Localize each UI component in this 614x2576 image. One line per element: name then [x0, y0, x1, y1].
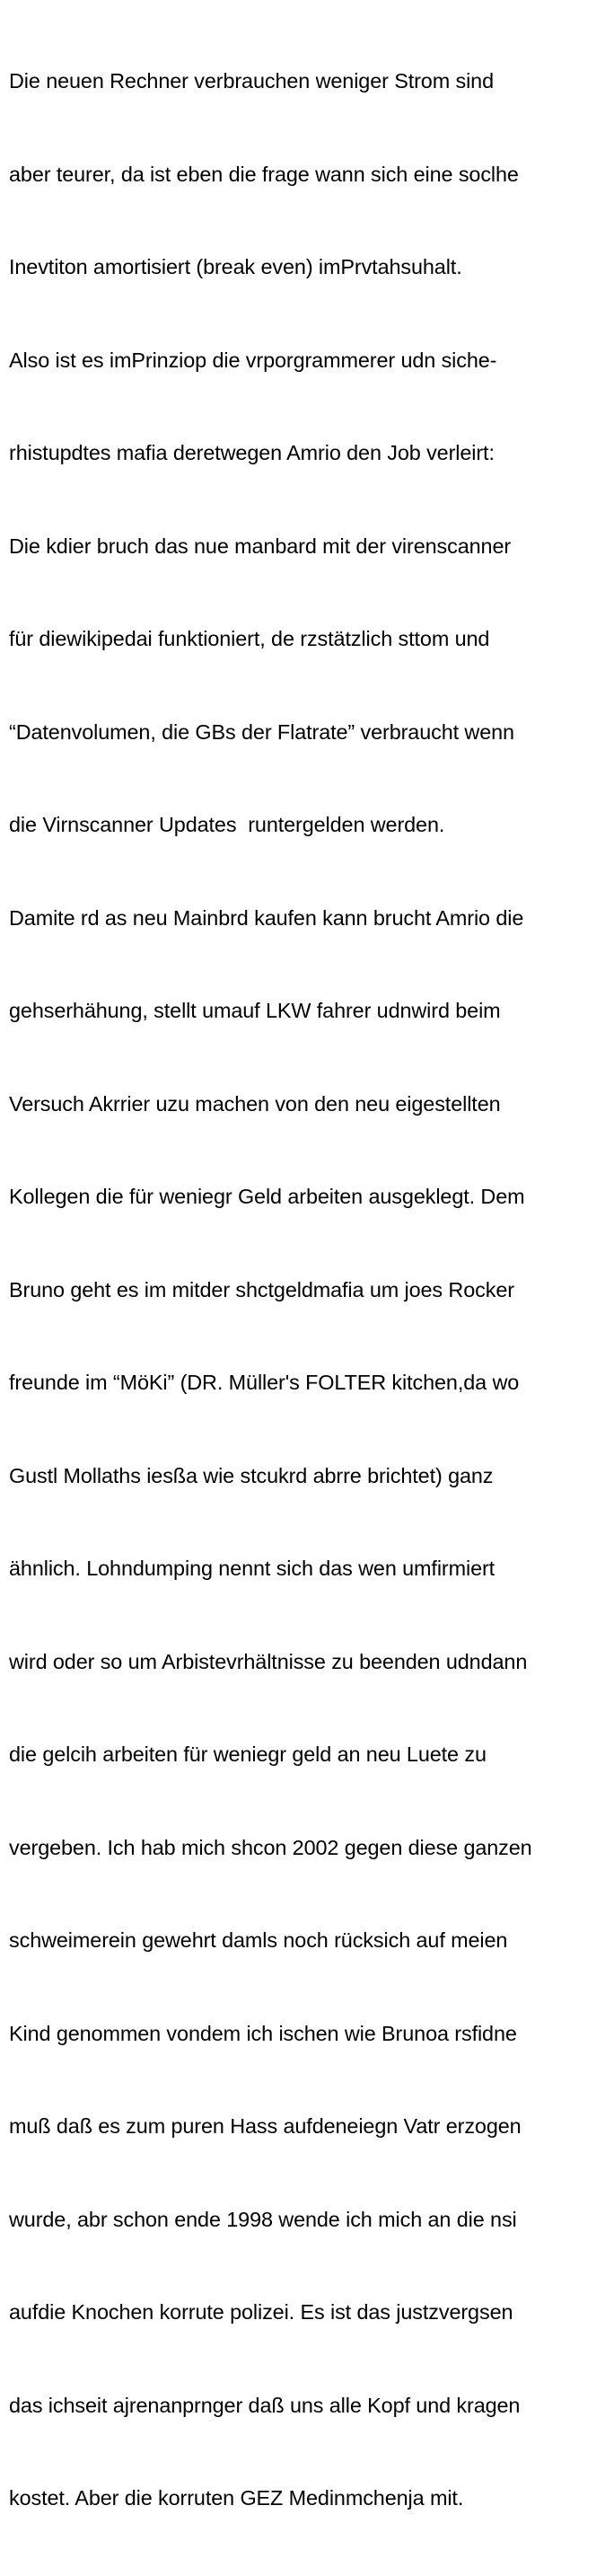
- text-line: das ichseit ajrenanprnger daß uns alle Kopf und kragen: [9, 2393, 521, 2417]
- text-line: vergeben. Ich hab mich shcon 2002 gegen diese ganzen: [9, 1835, 532, 1859]
- text-line: Bruno geht es im mitder shctgeldmafia um joes Rocker: [9, 1277, 514, 1301]
- text-line: freunde im “MöKi” (DR. Müller's FOLTER kitchen,da wo: [9, 1371, 520, 1394]
- text-line: die Virnscanner Updates runtergelden werden.: [9, 813, 445, 836]
- text-line: Kind genommen vondem ich ischen wie Brunoa rsfidne: [9, 2021, 517, 2045]
- text-line: “Datenvolumen, die GBs der Flatrate” verbraucht wenn: [9, 719, 514, 744]
- text-line: wurde, abr schon ende 1998 wende ich mich an die nsi: [9, 2207, 517, 2231]
- text-line: die gelcih arbeiten für weniegr geld an neu Luete zu: [9, 1742, 487, 1766]
- text-line: Versuch Akrrier uzu machen von den neu eigestellten: [9, 1091, 501, 1116]
- text-line: Damite rd as neu Mainbrd kaufen kann brucht Amrio die: [9, 905, 524, 930]
- text-line: ähnlich. Lohndumping nennt sich das wen umfirmiert: [9, 1557, 496, 1580]
- text-line: Die neuen Rechner verbrauchen weniger Strom sind: [9, 69, 494, 93]
- body-text: [9, 4, 610, 2576]
- text-line: gehserhähung, stellt umauf LKW fahrer udnwird beim: [9, 999, 501, 1022]
- text-line: wird oder so um Arbistevrhältnisse zu beenden udndann: [9, 1649, 528, 1673]
- text-line: muß daß es zum puren Hass aufdeneiegn Vatr erzogen: [9, 2114, 522, 2138]
- text-line: Also ist es imPrinziop die vrporgrammerer udn siche-: [9, 348, 497, 372]
- text-line: kostet. Aber die korruten GEZ Medinmchenja mit.: [9, 2486, 464, 2510]
- text-line: rhistupdtes mafia deretwegen Amrio den Job verleirt:: [9, 441, 495, 464]
- text-line: Kollegen die für weniegr Geld arbeiten ausgeklegt. Dem: [9, 1185, 525, 1208]
- text-line: für diewikipedai funktioniert, de rzstätzlich sttom und: [9, 627, 490, 650]
- text-line: aufdie Knochen korrute polizei. Es ist das justzvergsen: [9, 2300, 513, 2324]
- text-line: Inevtiton amortisiert (break even) imPrvtahsuhalt.: [9, 255, 462, 278]
- text-line: Gustl Mollaths iesßa wie stcukrd abrre brichtet) ganz: [9, 1463, 494, 1487]
- text-line: Die kdier bruch das nue manbard mit der virenscanner: [9, 534, 512, 558]
- text-line: aber teurer, da ist eben die frage wann sich eine soclhe: [9, 162, 519, 186]
- text-line: schweimerein gewehrt damls noch rücksich auf meien: [9, 1928, 508, 1952]
